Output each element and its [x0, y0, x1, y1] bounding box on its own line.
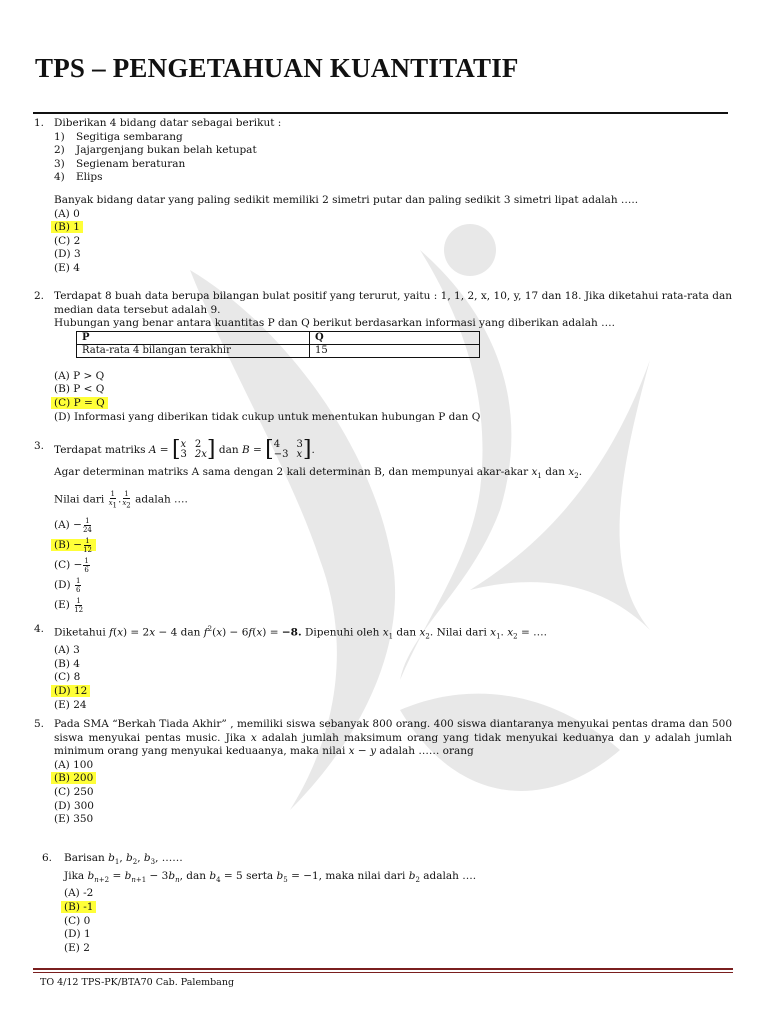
answer-options	[54, 370, 732, 424]
answer-option-e[interactable]: (E) 2	[64, 941, 90, 954]
question-text: Pada SMA “Berkah Tiada Akhir” , memiliki siswa sebanyak 800 orang. 400 siswa diantaranya menyukai pentas drama dan 500 siswa menyukai pentas music. Jika x adalah jumlah maksimum orang yang tidak menyukai keduanya dan y adalah jumlah minimum orang yang menyukai keduaanya, maka nilai x − y adalah …… orang	[54, 718, 733, 758]
answer-option-d[interactable]: (D) $\frac{1}{6}$	[54, 576, 81, 594]
question-intro: Diberikan 4 bidang datar sebagai berikut :	[54, 117, 282, 129]
answer-option-a[interactable]: (A) 3	[54, 644, 80, 657]
answer-option-b[interactable]: (B) P < Q	[54, 383, 105, 396]
question-intro: Barisan $b_1$, $b_2$, $b_3$, ……	[64, 852, 183, 867]
list-item: 3) Segienam beraturan	[54, 157, 186, 170]
answer-option-e[interactable]: (E) $\frac{1}{12}$	[54, 596, 84, 614]
shape-list	[54, 131, 732, 185]
table-header-q: Q	[310, 331, 480, 344]
answer-option-a[interactable]: (A) − $\frac{1}{24}$	[54, 516, 92, 534]
answer-option-e[interactable]: (E) 4	[54, 261, 80, 274]
question-number: 2.	[34, 290, 45, 302]
answer-option-a[interactable]: (A) -2	[64, 887, 94, 900]
answer-option-b[interactable]	[54, 535, 732, 555]
list-item: 1) Segitiga sembarang	[54, 130, 183, 143]
answer-option-a[interactable]: (A) 0	[54, 207, 80, 220]
question-text: Terdapat 8 buah data berupa bilangan bulat positif yang terurut, yaitu : 1, 1, 2, x, 10, y, 17 dan 18. Jika diketahui rata-rata dan median data tersebut adalah 9.	[54, 290, 732, 316]
highlighted-answer: (B) 1	[51, 221, 83, 233]
answer-option-d[interactable]: (D) 1	[64, 928, 91, 941]
table-cell-q: 15	[310, 344, 480, 357]
question-condition: Agar determinan matriks A sama dengan 2 kali determinan B, dan mempunyai akar-akar $x_1$ dan $x_2$.	[54, 466, 583, 481]
highlighted-answer: (C) P = Q	[51, 397, 108, 409]
list-item: 2) Jajargenjang bukan belah ketupat	[54, 144, 257, 157]
question-number: 4.	[34, 623, 45, 635]
question-text: Banyak bidang datar yang paling sedikit memiliki 2 simetri putar dan paling sedikit 3 simetri lipat adalah …..	[54, 193, 639, 206]
table-header-p: P	[77, 331, 310, 344]
page-footer: TO 4/12 TPS-PK/BTA70 Cab. Palembang	[40, 977, 235, 988]
answer-options	[54, 208, 732, 276]
page-title: TPS – PENGETAHUAN KUANTITATIF	[35, 53, 519, 83]
answer-options	[54, 759, 732, 827]
matrix-b: [ 4 3 −3 x ]	[265, 437, 312, 462]
answer-option-c[interactable]: (C) 2	[54, 234, 81, 247]
question-number: 6.	[42, 852, 53, 864]
answer-option-a[interactable]: (A) P > Q	[54, 369, 105, 382]
answer-option-b[interactable]	[54, 221, 732, 235]
answer-option-d[interactable]	[54, 685, 732, 699]
answer-option-b[interactable]	[54, 772, 732, 786]
question-number: 3.	[34, 440, 45, 452]
question-text: Diketahui f(x) = 2x − 4 dan $f^2(x) - 6f(x) = -8$. Dipenuhi oleh $x_1$ dan $x_2$. Nilai dari $x_1$. $x_2$ = ….	[54, 625, 547, 641]
question-text: Terdapat matriks A = [ x 2 3 2x ] dan B = [ 4 3 −3 x ] .	[54, 437, 315, 462]
answer-option-c[interactable]	[54, 397, 732, 411]
answer-option-b[interactable]: (B) 4	[54, 657, 80, 670]
answer-option-c[interactable]: (C) 250	[54, 785, 94, 798]
question-prompt: Nilai dari $\frac{1}{x_1}$ . $\frac{1}{x_2}$ adalah ….	[54, 489, 188, 510]
matrix-a: [ x 2 3 2x ]	[171, 437, 216, 462]
answer-option-c[interactable]: (C) − $\frac{1}{6}$	[54, 556, 89, 574]
answer-option-a[interactable]: (A) 100	[54, 758, 94, 771]
highlighted-answer: (B) − $\frac{1}{12}$	[51, 539, 96, 551]
answer-options	[54, 644, 732, 712]
answer-option-e[interactable]: (E) 24	[54, 698, 87, 711]
highlighted-answer: (B) 200	[51, 772, 96, 784]
question-number: 5.	[34, 718, 45, 730]
quantity-table	[76, 331, 480, 358]
answer-option-d[interactable]: (D) 3	[54, 248, 81, 261]
question-text: Jika $b_{n+2} = b_{n+1} - 3b_n$, dan $b_4 = 5$ serta $b_5 = -1$, maka nilai dari $b_2$ adalah ….	[64, 869, 477, 884]
answer-option-e[interactable]: (E) 350	[54, 813, 94, 826]
list-item: 4) Elips	[54, 171, 103, 184]
answer-option-b[interactable]	[64, 901, 742, 915]
footer-divider	[33, 968, 733, 970]
question-number: 1.	[34, 117, 45, 129]
table-cell-p: Rata-rata 4 bilangan terakhir	[77, 344, 310, 357]
footer-divider-thin	[33, 972, 733, 973]
question-prompt: Hubungan yang benar antara kuantitas P dan Q berikut berdasarkan informasi yang diberikan adalah ….	[54, 317, 615, 330]
answer-options	[64, 887, 742, 955]
highlighted-answer: (D) 12	[51, 685, 90, 697]
answer-option-c[interactable]: (C) 8	[54, 671, 81, 684]
answer-option-c[interactable]: (C) 0	[64, 914, 91, 927]
answer-options	[54, 515, 732, 615]
answer-option-d[interactable]: (D) 300	[54, 799, 94, 812]
answer-option-d[interactable]: (D) Informasi yang diberikan tidak cukup untuk menentukan hubungan P dan Q	[54, 410, 481, 423]
title-divider	[33, 112, 728, 114]
highlighted-answer: (B) -1	[61, 901, 96, 913]
